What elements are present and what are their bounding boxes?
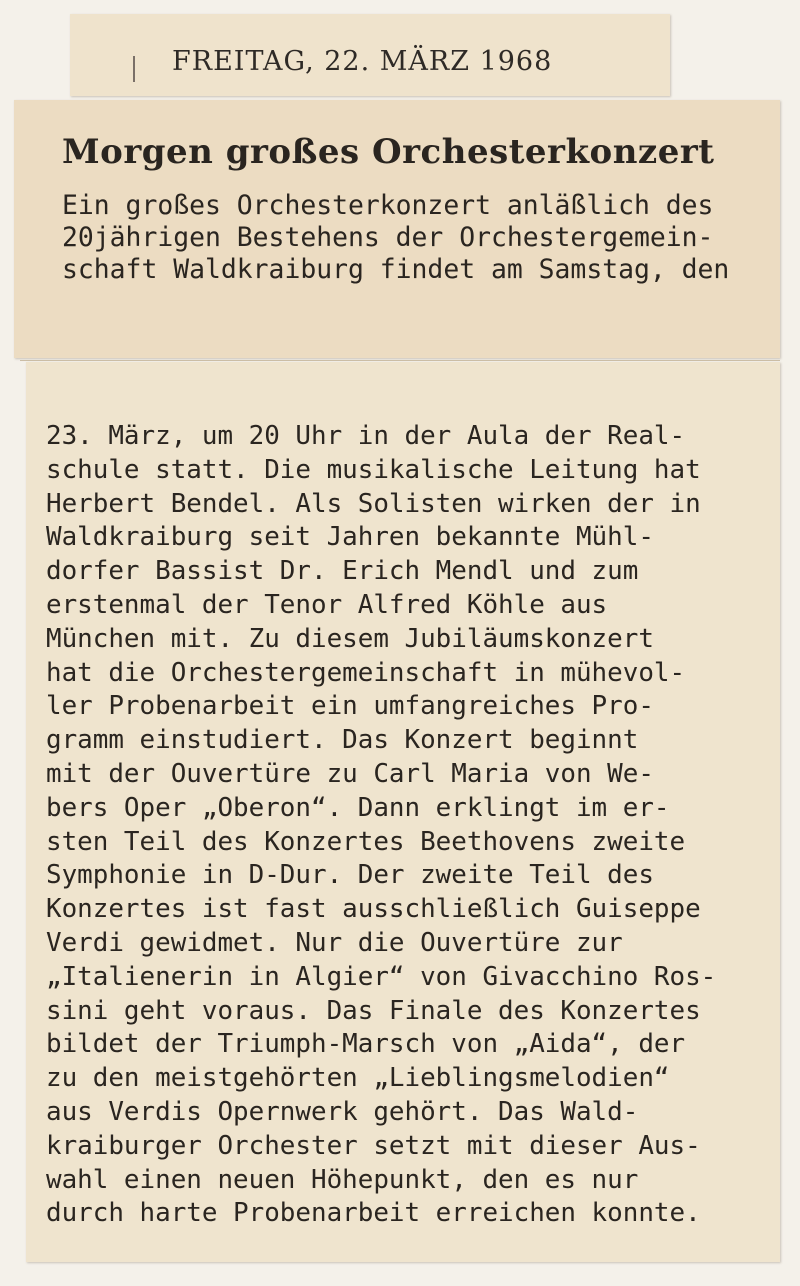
body-line: ler Probenarbeit ein umfangreiches Pro- [46,691,654,722]
body-line: München mit. Zu diesem Jubiläumskonzert [46,623,654,654]
body-line: bers Oper „Oberon“. Dann erklingt im er- [46,792,670,823]
lead-paragraph [62,190,764,286]
body-line: mit der Ouvertüre zu Carl Maria von We- [46,758,654,789]
body-line: Waldkraiburg seit Jahren bekannte Mühl- [46,522,654,553]
body-line: Symphonie in D-Dur. Der zweite Teil des [46,860,654,891]
body-line: gramm einstudiert. Das Konzert beginnt [46,725,639,756]
body-line: wahl einen neuen Höhepunkt, den es nur [46,1164,639,1195]
date-margin-mark [133,56,135,82]
body-line: kraiburger Orchester setzt mit dieser Aus- [46,1130,701,1161]
body-line: hat die Orchestergemeinschaft in mühevol- [46,657,686,688]
body-line: 23. März, um 20 Uhr in der Aula der Real- [46,421,686,451]
body-line: durch harte Probenarbeit erreichen konnte. [46,1198,701,1229]
body-line: Herbert Bendel. Als Solisten wirken der in [46,488,701,519]
article-body [46,420,758,1231]
body-line: Konzertes ist fast ausschließlich Guiseppe [46,894,701,925]
date-line: FREITAG, 22. MÄRZ 1968 [172,46,553,77]
clipping-divider [20,360,780,361]
lead-line: Ein großes Orchesterkonzert anläßlich des [62,190,714,221]
body-line: sini geht voraus. Das Finale des Konzertes [46,995,701,1026]
lead-line: schaft Waldkraiburg findet am Samstag, den [62,254,730,285]
body-line: zu den meistgehörten „Lieblingsmelodien“ [46,1063,670,1094]
body-line: bildet der Triumph-Marsch von „Aida“, der [46,1029,686,1060]
body-line: Verdi gewidmet. Nur die Ouvertüre zur [46,927,623,958]
body-line: schule statt. Die musikalische Leitung hat [46,454,701,485]
body-line: dorfer Bassist Dr. Erich Mendl und zum [46,556,639,587]
body-line: erstenmal der Tenor Alfred Köhle aus [46,589,608,620]
body-line: sten Teil des Konzertes Beethovens zweite [46,826,686,857]
body-line: aus Verdis Opernwerk gehört. Das Wald- [46,1096,639,1127]
body-line: „Italienerin in Algier“ von Givacchino Ros- [46,961,717,992]
lead-line: 20jährigen Bestehens der Orchestergemein- [62,222,714,253]
headline: Morgen großes Orchesterkonzert [62,132,715,172]
